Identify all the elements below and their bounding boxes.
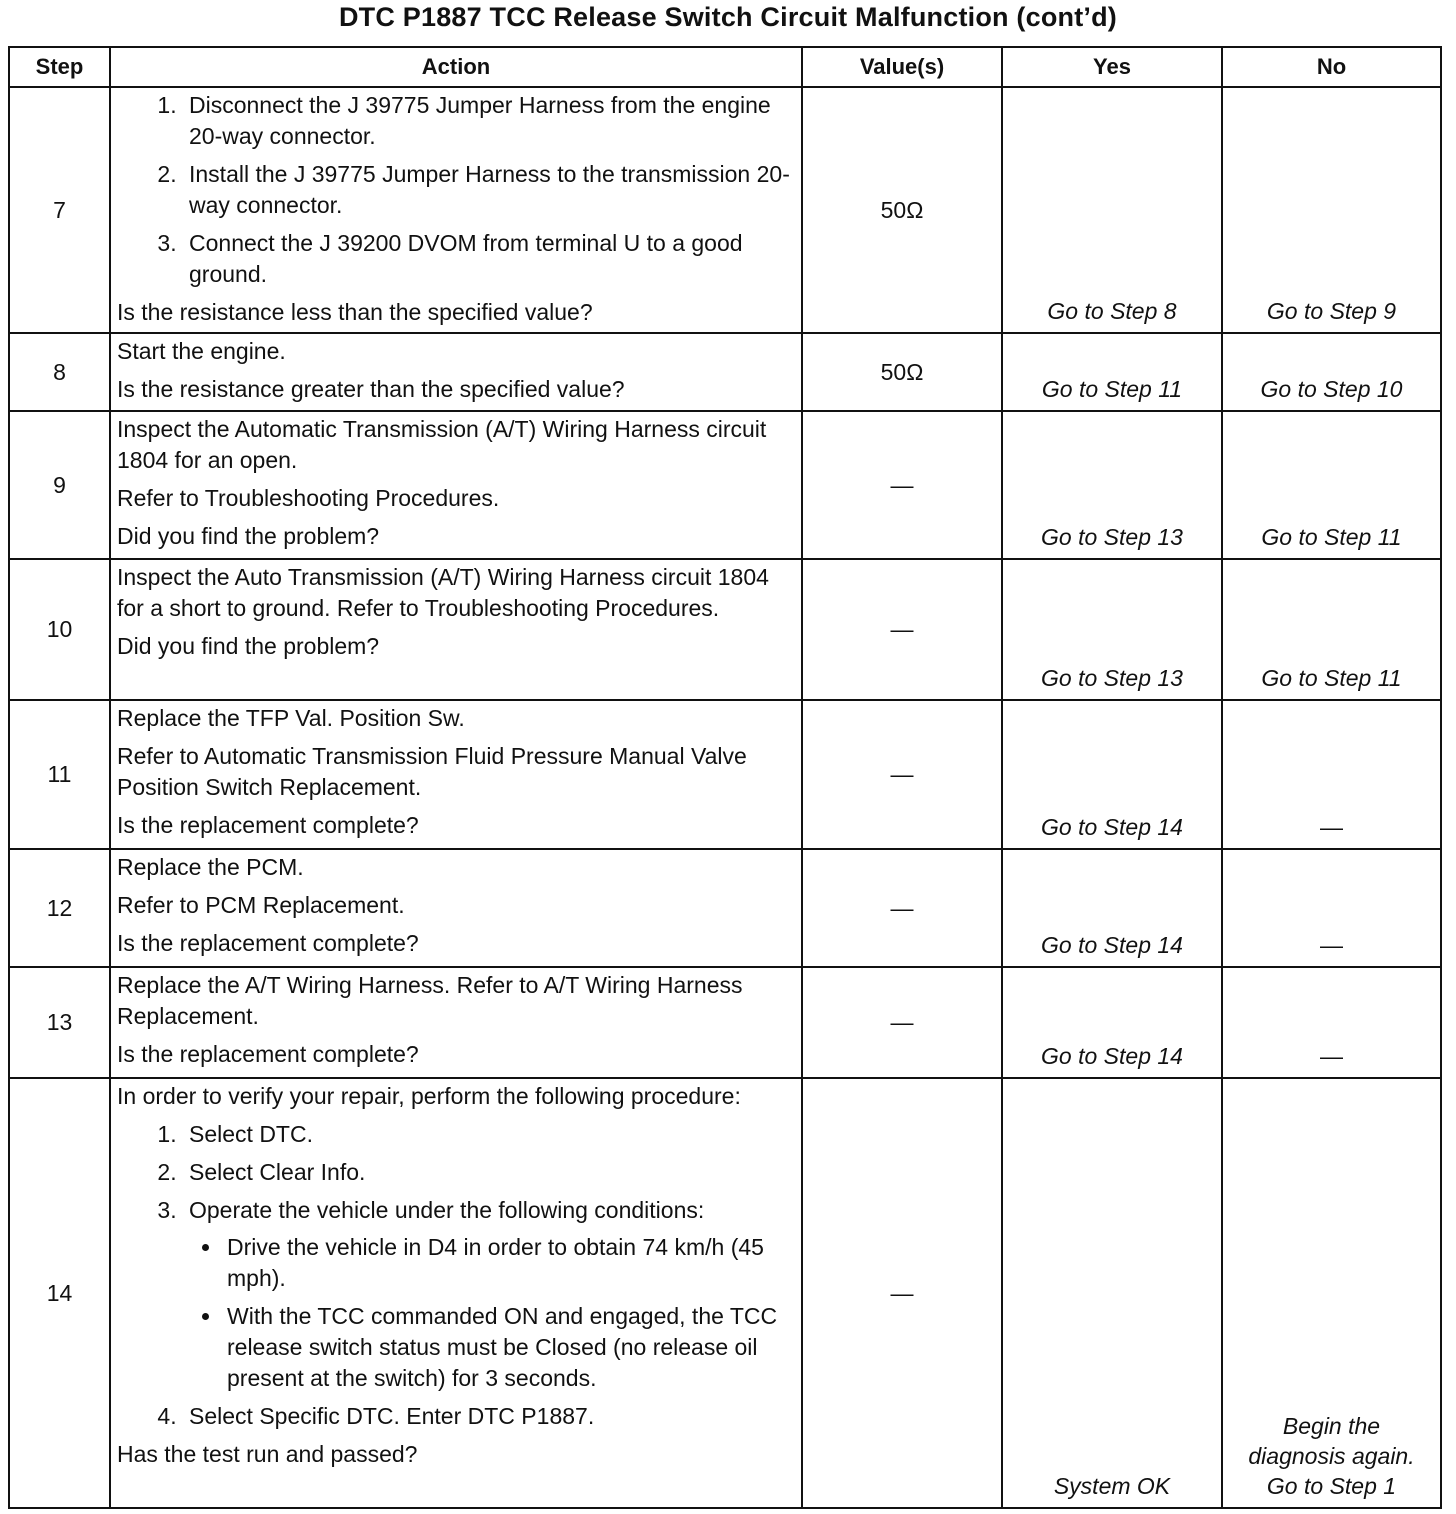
action-cell	[110, 849, 802, 967]
table-row-step-10	[9, 559, 1441, 700]
value-cell: —	[802, 411, 1002, 559]
action-question: Is the replacement complete?	[117, 930, 419, 956]
no-line: diagnosis again.	[1248, 1443, 1415, 1469]
value-cell: —	[802, 559, 1002, 700]
table-row-step-12	[9, 849, 1441, 967]
value-cell: 50Ω	[802, 333, 1002, 411]
value-cell: —	[802, 849, 1002, 967]
table-row-step-9	[9, 411, 1441, 559]
header-action: Action	[110, 47, 802, 87]
action-intro: In order to verify your repair, perform the following procedure:	[117, 1083, 741, 1109]
no-cell: Go to Step 9	[1222, 87, 1441, 333]
action-cell	[110, 700, 802, 849]
value-cell: —	[802, 967, 1002, 1078]
action-line: Replace the A/T Wiring Harness. Refer to A/T Wiring Harness Replacement.	[117, 972, 743, 1029]
no-cell: —	[1222, 849, 1441, 967]
page-title: DTC P1887 TCC Release Switch Circuit Malfunction (cont’d)	[338, 2, 1117, 32]
action-line: Start the engine.	[117, 338, 286, 364]
table-row-step-14	[9, 1078, 1441, 1508]
action-cell	[110, 967, 802, 1078]
yes-cell: Go to Step 13	[1002, 411, 1222, 559]
step-number: 8	[9, 333, 110, 411]
no-cell: Go to Step 10	[1222, 333, 1441, 411]
yes-cell: Go to Step 8	[1002, 87, 1222, 333]
action-step: 1. Disconnect the J 39775 Jumper Harness from the engine 20-way connector.	[183, 90, 795, 152]
action-line: Refer to Automatic Transmission Fluid Pressure Manual Valve Position Switch Replacement.	[117, 743, 747, 800]
table-row-step-7	[9, 87, 1441, 333]
action-line: Refer to Troubleshooting Procedures.	[117, 485, 500, 511]
table-row-step-11	[9, 700, 1441, 849]
action-line: Inspect the Auto Transmission (A/T) Wiring Harness circuit 1804 for a short to ground. Refer to Troubleshooting Procedures.	[117, 564, 769, 621]
yes-cell: Go to Step 13	[1002, 559, 1222, 700]
action-cell	[110, 1078, 802, 1508]
diagnostic-table	[8, 46, 1442, 1509]
condition-list	[189, 1232, 795, 1394]
action-question: Is the resistance greater than the specified value?	[117, 376, 625, 402]
action-cell	[110, 559, 802, 700]
yes-cell: Go to Step 14	[1002, 849, 1222, 967]
action-cell	[110, 411, 802, 559]
action-question: Has the test run and passed?	[117, 1441, 418, 1467]
action-question: Is the resistance less than the specified value?	[117, 299, 593, 325]
header-step: Step	[9, 47, 110, 87]
no-cell	[1222, 1078, 1441, 1508]
action-step: 2. Select Clear Info.	[183, 1157, 795, 1188]
action-line: Replace the TFP Val. Position Sw.	[117, 705, 465, 731]
no-cell: Go to Step 11	[1222, 411, 1441, 559]
step-number: 10	[9, 559, 110, 700]
step-number: 11	[9, 700, 110, 849]
header-values: Value(s)	[802, 47, 1002, 87]
yes-cell: Go to Step 14	[1002, 967, 1222, 1078]
no-line: Go to Step 1	[1266, 1473, 1397, 1499]
yes-cell: System OK	[1002, 1078, 1222, 1508]
action-step: 3. Connect the J 39200 DVOM from terminal U to a good ground.	[183, 228, 795, 290]
header-yes: Yes	[1002, 47, 1222, 87]
yes-cell: Go to Step 14	[1002, 700, 1222, 849]
table-header-row	[9, 47, 1441, 87]
action-step: 1. Select DTC.	[183, 1119, 795, 1150]
no-cell: —	[1222, 967, 1441, 1078]
action-question: Did you find the problem?	[117, 523, 380, 549]
table-row-step-13	[9, 967, 1441, 1078]
value-cell: —	[802, 700, 1002, 849]
no-line: Begin the	[1282, 1413, 1381, 1439]
no-cell: Go to Step 11	[1222, 559, 1441, 700]
action-step: 4. Select Specific DTC. Enter DTC P1887.	[183, 1401, 795, 1432]
action-step	[183, 1195, 795, 1394]
action-cell	[110, 87, 802, 333]
action-line: Replace the PCM.	[117, 854, 304, 880]
action-step-list	[117, 1119, 795, 1432]
action-line: Refer to PCM Replacement.	[117, 892, 405, 918]
header-no: No	[1222, 47, 1441, 87]
no-cell: —	[1222, 700, 1441, 849]
step-number: 13	[9, 967, 110, 1078]
action-line: Inspect the Automatic Transmission (A/T) Wiring Harness circuit 1804 for an open.	[117, 416, 767, 473]
condition-item: • With the TCC commanded ON and engaged, the TCC release switch status must be Closed (no release oil present at the switch) for 3 seconds.	[223, 1301, 795, 1394]
action-question: Did you find the problem?	[117, 633, 380, 659]
step-number: 14	[9, 1078, 110, 1508]
action-cell	[110, 333, 802, 411]
step-number: 12	[9, 849, 110, 967]
action-question: Is the replacement complete?	[117, 1041, 419, 1067]
step-number: 7	[9, 87, 110, 333]
action-question: Is the replacement complete?	[117, 812, 419, 838]
action-step-list	[117, 90, 795, 290]
condition-item: • Drive the vehicle in D4 in order to obtain 74 km/h (45 mph).	[223, 1232, 795, 1294]
table-row-step-8	[9, 333, 1441, 411]
yes-cell: Go to Step 11	[1002, 333, 1222, 411]
step-number: 9	[9, 411, 110, 559]
value-cell: 50Ω	[802, 87, 1002, 333]
value-cell: —	[802, 1078, 1002, 1508]
action-step: 2. Install the J 39775 Jumper Harness to the transmission 20-way connector.	[183, 159, 795, 221]
action-step-text: Operate the vehicle under the following conditions:	[189, 1197, 705, 1223]
